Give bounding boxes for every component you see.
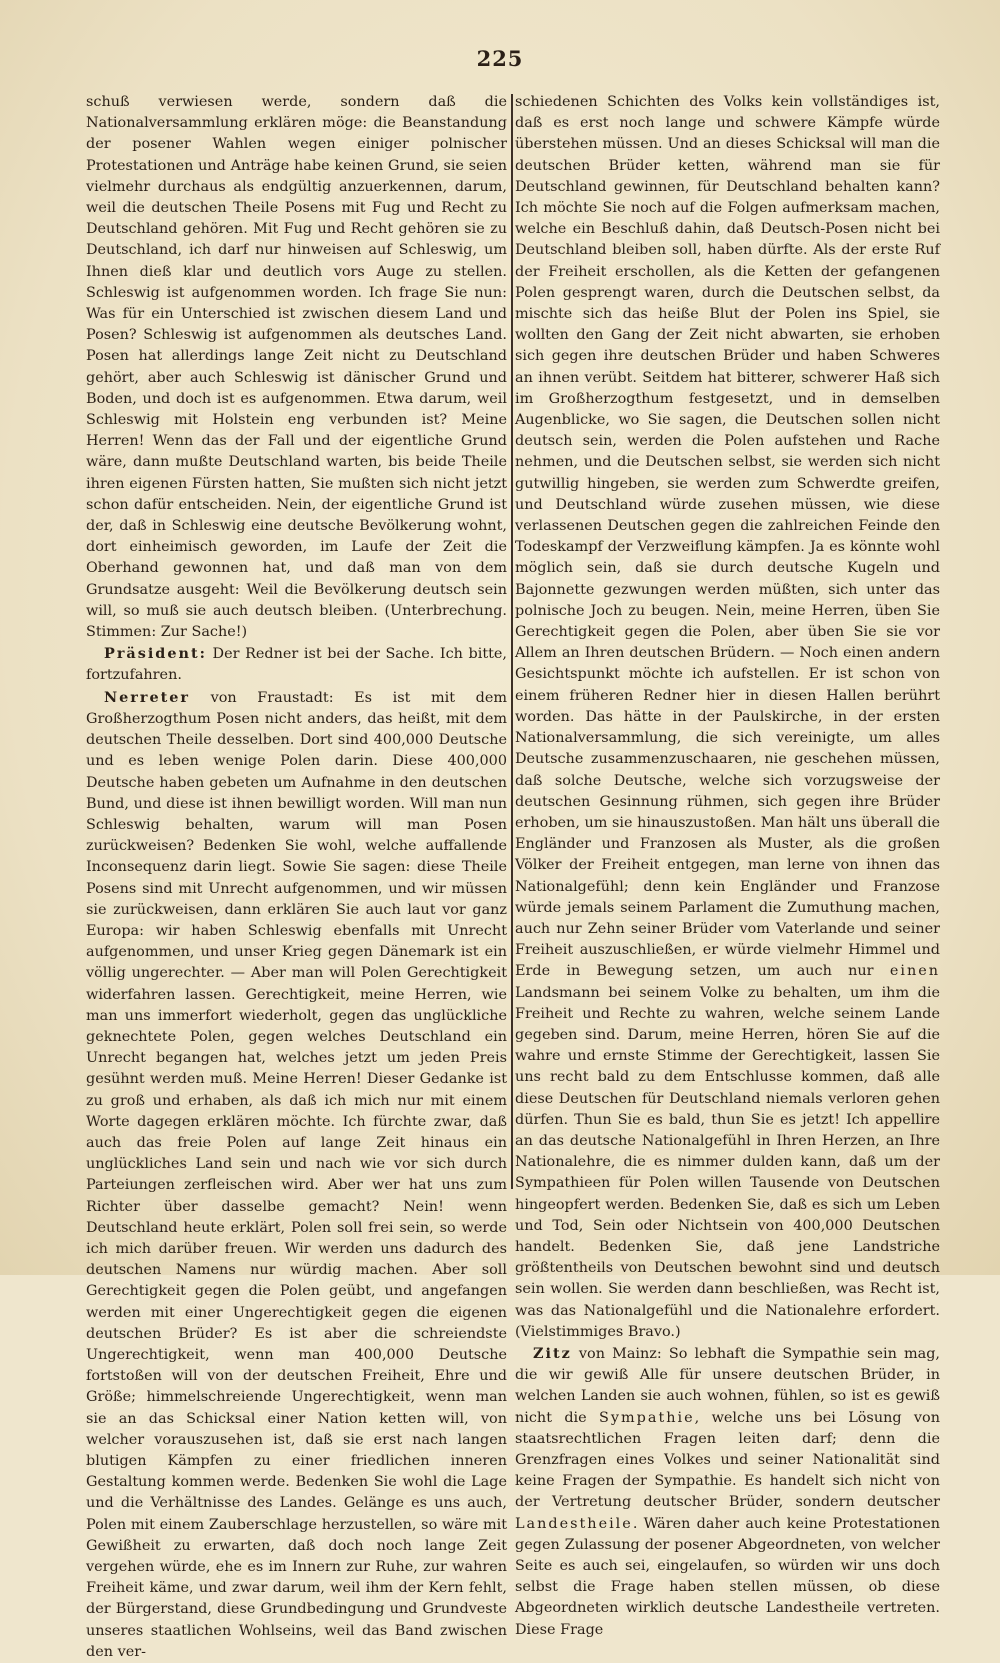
paragraph [86,687,507,1663]
speech-text: von Mainz: So lebhaft die Sympathie sein mag, die wir gewiß Alle für unsere deutschen Brüder, in welchen Landen sie auch wohnen, fühlen, so ist es gewiß nicht die [515,1345,940,1426]
speech-text: Der Redner ist bei der Sache. Ich bitte, fortzufahren. [86,646,507,684]
emphasized-word: einen [889,963,940,980]
right-column [515,92,940,1638]
emphasized-word: Landestheile [515,1515,633,1532]
speaker-name: Zitz [533,1344,572,1362]
speech-text: von Fraustadt: Es ist mit dem Großherzogthum Posen nicht anders, das heißt, mit dem deutschen Theile desselben. Dort sind 400,000 Deutsche und es leben wenige Polen darin. Diese 400,000 Deutsche haben gebeten um Aufnahme in den deutschen Bund, und diese ist ihnen bewilligt worden. Will man nun Schleswig behalten, warum will man Posen zurückweisen? Bedenken Sie wohl, welche auffallende Inconsequenz darin liegt. Sowie Sie sagen: diese Theile Posens sind mit Unrecht aufgenommen, und wir müssen sie zurückweisen, dann erklären Sie auch laut vor ganz Europa: wir haben Schleswig ebenfalls mit Unrecht aufgenommen, und unser Krieg gegen Dänemark ist ein völlig ungerechter. — Aber man will Polen Gerechtigkeit widerfahren lassen. Gerechtigkeit, meine Herren, wie man uns immerfort wiederholt, gegen das unglückliche geknechtete Polen, gegen welches Deutschland ein Unrecht begangen hat, welches jetzt um jeden Preis gesühnt werden muß. Meine Herren! Dieser Gedanke ist zu groß und erhaben, als daß ich mich nur mit einem Worte dagegen erklären möchte. Ich fürchte zwar, daß auch das freie Polen auf lange Zeit hinaus ein unglückliches Land sein und nach wie vor sich durch Parteiungen zerfleischen wird. Aber wer hat uns zum Richter über dasselbe gemacht? Nein! wenn Deutschland heute erklärt, Polen soll frei sein, so werde ich mich darüber freuen. Wir werden uns dadurch des deutschen Namens nur würdig machen. Aber soll Gerechtigkeit gegen die Polen geübt, und angefangen werden mit einer Ungerechtigkeit gegen die eigenen deutschen Brüder? Es ist aber die schreiendste Ungerechtigkeit, wenn man 400,000 Deutsche fortstoßen will von der deutschen Freiheit, Ehre und Größe; himmelschreiende Ungerechtigkeit, wenn man sie an das Schicksal einer Nation ketten will, von welcher vorauszusehen ist, daß sie erst nach langen blutigen Kämpfen zu einer friedlichen inneren Gestaltung kommen werde. Bedenken Sie wohl die Lage und die Verhältnisse des Landes. Gelänge es uns auch, Polen mit einem Zauberschlage herzustellen, so wäre mit Gewißheit zu erwarten, daß doch noch lange Zeit vergehen würde, ehe es im Innern zur Ruhe, zur wahren Freiheit käme, und zwar darum, weil ihm der Kern fehlt, der Bürgerstand, diese Grundbedingung und Grundveste unseres staatlichen Wohlseins, weil das Band zwischen den ver- [86,689,507,1660]
speaker-name: Präsident: [104,645,207,663]
emphasized-word: Sympathie [599,1409,695,1426]
speech-text: . Wären daher auch keine Protestationen gegen Zulassung der posener Abgeordneten, von welcher Seite es auch sei, eingelaufen, so würden wir uns doch selbst die Frage haben stellen müssen, ob diese Abgeordneten wirklich deutsche Landestheile vertreten. Diese Frage [515,1515,940,1638]
paragraph [86,643,507,686]
speech-text: schiedenen Schichten des Volks kein vollständiges ist, daß es erst noch lange und schwere Kämpfe würde überstehen müssen. Und an dieses Schicksal will man die deutschen Brüder ketten, während man sie für Deutschland gewinnen, für Deutschland behalten kann? Ich möchte Sie noch auf die Folgen aufmerksam machen, welche ein Beschluß dahin, daß Deutsch-Posen nicht bei Deutschland bleiben soll, haben dürfte. Als der erste Ruf der Freiheit erschollen, als die Ketten der gefangenen Polen gesprengt waren, durch die Deutschen selbst, da mischte sich das heiße Blut der Polen ins Spiel, sie wollten den Gang der Zeit nicht abwarten, sie erhoben sich gegen ihre deutschen Brüder und haben Schweres an ihnen verübt. Seitdem hat bitterer, schwerer Haß sich im Großherzogthum festgesetzt, und in demselben Augenblicke, wo Sie sagen, die Deutschen sollen nicht deutsch sein, werden die Polen aufstehen und Rache nehmen, und die Deutschen selbst, sie werden sich nicht gutwillig hingeben, sie werden zum Schwerdte greifen, und Deutschland würde zusehen müssen, wie diese verlassenen Deutschen gegen die zahlreichen Feinde den Todeskampf der Verzweiflung kämpfen. Ja es könnte wohl möglich sein, daß sie durch deutsche Kugeln und Bajonnette gezwungen werden müßten, sich unter das polnische Joch zu beugen. Nein, meine Herren, üben Sie Gerechtigkeit gegen die Polen, aber üben Sie sie vor Allem an Ihren deutschen Brüdern. — Noch einen andern Gesichtspunkt möchte ich aufstellen. Er ist schon von einem früheren Redner hier in diesen Hallen berührt worden. Das hätte in der Paulskirche, in der ersten Nationalversammlung, die sich vereinigte, um alles Deutsche zusammenzuschaaren, nie geschehen müssen, daß solche Deutsche, welche sich vorzugsweise der deutschen Gesinnung rühmen, sich gegen ihre Brüder erhoben, um sie hinauszustoßen. Man hält uns überall die Engländer und Franzosen als Muster, als die großen Völker der Freiheit entgegen, man lerne von ihnen das Nationalgefühl; denn kein Engländer und Franzose würde jemals seinem Parlament die Zumuthung machen, auch nur Zehn seiner Brüder vom Vaterlande und seiner Freiheit auszuschließen, er würde vielmehr Himmel und Erde in Bewegung setzen, um auch nur [515,94,940,980]
left-column [86,92,507,1660]
speaker-name: Nerreter [104,688,191,706]
page-number: 225 [476,46,524,71]
speech-text: , welche uns bei Lösung von staatsrechtlichen Fragen leiten darf; denn die Grenzfragen eines Volkes und seiner Nationalität sind keine Fragen der Sympathie. Es handelt sich nicht von der Vertretung deutscher Brüder, sondern deutscher [515,1409,940,1511]
column-divider [511,94,513,1189]
paragraph [515,1343,940,1641]
paragraph: schuß verwiesen werde, sondern daß die Nationalversammlung erklären möge: die Beanstandung der posener Wahlen wegen einiger polnischer Protestationen und Anträge habe keinen Grund, sie seien vielmehr durchaus als endgültig anzuerkennen, darum, weil die deutschen Theile Posens mit Fug und Recht zu Deutschland gehören. Mit Fug und Recht gehören sie zu Deutschland, ich darf nur hinweisen auf Schleswig, um Ihnen dieß klar und deutlich vors Auge zu stellen. Schleswig ist aufgenommen worden. Ich frage Sie nun: Was für ein Unterschied ist zwischen diesem Land und Posen? Schleswig ist aufgenommen als deutsches Land. Posen hat allerdings lange Zeit nicht zu Deutschland gehört, aber auch Schleswig ist dänischer Grund und Boden, und doch ist es aufgenommen. Etwa darum, weil Schleswig mit Holstein eng verbunden ist? Meine Herren! Wenn das der Fall und der eigentliche Grund wäre, dann mußte Deutschland warten, bis beide Theile ihren eigenen Fürsten hatten, Sie mußten sich nicht jetzt schon dafür entscheiden. Nein, der eigentliche Grund ist der, daß in Schleswig eine deutsche Bevölkerung wohnt, dort einheimisch geworden, im Laufe der Zeit die Oberhand gewonnen hat, und daß man von dem Grundsatze ausgeht: Weil die Bevölkerung deutsch sein will, so muß sie auch deutsch bleiben. (Unterbrechung. Stimmen: Zur Sache!) [86,94,507,641]
paragraph [515,92,940,1343]
speech-text: Landsmann bei seinem Volke zu behalten, um ihm die Freiheit und Rechte zu wahren, welche seinem Lande gegeben sind. Darum, meine Herren, hören Sie auf die wahre und ernste Stimme der Gerechtigkeit, lassen Sie uns recht bald zu dem Entschlusse kommen, daß alle diese Deutschen für Deutschland niemals verloren gehen dürfen. Thun Sie es bald, thun Sie es jetzt! Ich appellire an das deutsche Nationalgefühl in Ihren Herzen, an Ihre Nationalehre, die es nimmer dulden kann, daß um der Sympathieen für Polen willen Tausende von Deutschen hingeopfert werden. Bedenken Sie, daß es sich um Leben und Tod, Sein oder Nichtsein von 400,000 Deutschen handelt. Bedenken Sie, daß jene Landstriche größtentheils von Deutschen bewohnt sind und deutsch sein wollen. Sie werden dann beschließen, was Recht ist, was das Nationalgefühl und die Nationalehre erfordert. (Vielstimmiges Bravo.) [515,984,940,1340]
